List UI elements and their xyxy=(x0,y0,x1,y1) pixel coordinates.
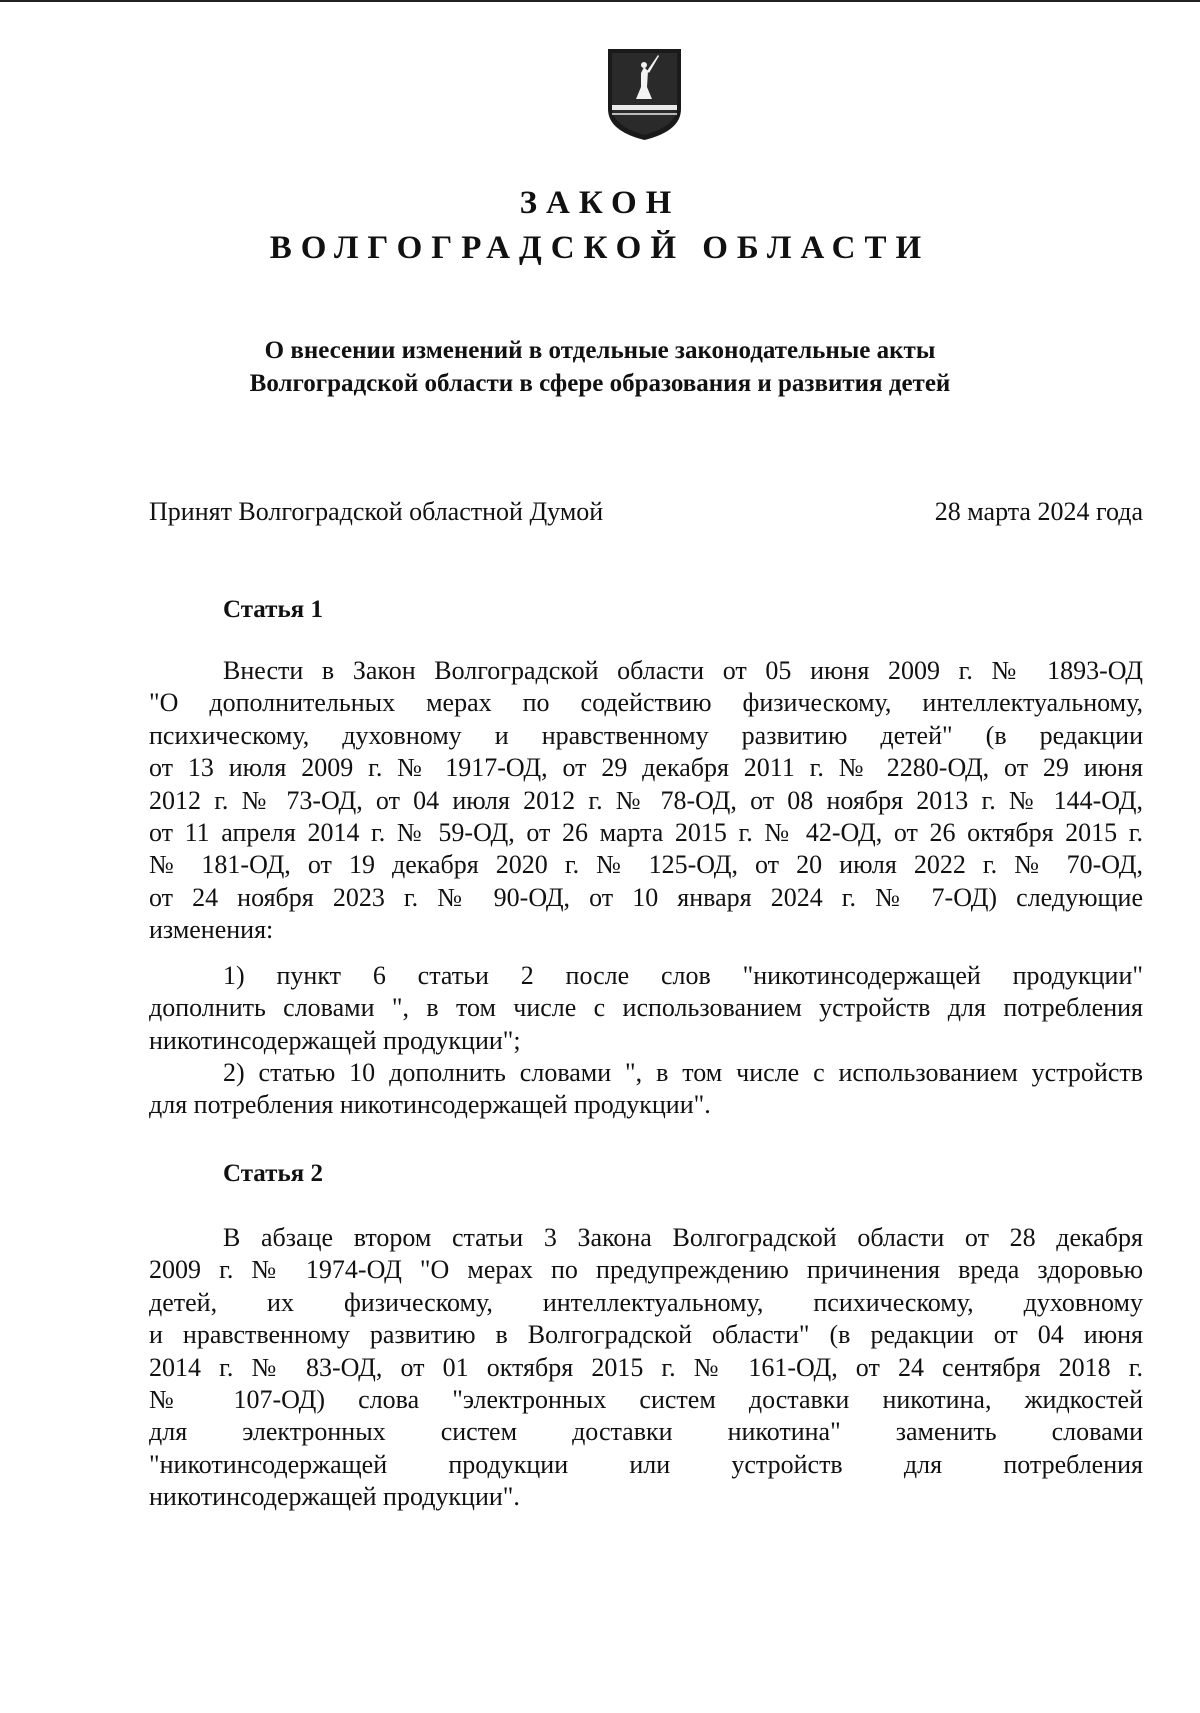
text-line: от 24 ноября 2023 г. № 90-ОД, от 10 января 2024 г. № 7-ОД) следующие xyxy=(149,882,1143,912)
adopted-date: 28 марта 2024 года xyxy=(934,497,1143,526)
text-line: № 107-ОД) слова "электронных систем доставки никотина, жидкостей xyxy=(149,1385,1143,1415)
text-line: для электронных систем доставки никотина" заменить словами xyxy=(149,1417,1143,1447)
text-line: 2014 г. № 83-ОД, от 01 октября 2015 г. № 161-ОД, от 24 сентября 2018 г. xyxy=(149,1352,1143,1382)
text-line: никотинсодержащей продукции"; xyxy=(149,1025,521,1055)
text-line: В абзаце втором статьи 3 Закона Волгоградской области от 28 декабря xyxy=(223,1223,1143,1252)
text-line: для потребления никотинсодержащей продукции". xyxy=(149,1090,711,1120)
text-line: и нравственному развитию в Волгоградской области" (в редакции от 04 июня xyxy=(149,1320,1143,1350)
article-2-heading: Статья 2 xyxy=(223,1160,323,1187)
scan-edge xyxy=(0,0,1200,2)
text-line: детей, их физическому, интеллектуальному, психическому, духовному xyxy=(149,1287,1143,1317)
text-line: никотинсодержащей продукции". xyxy=(149,1482,520,1512)
text-line: "никотинсодержащей продукции или устройств для потребления xyxy=(149,1449,1143,1479)
text-line: "О дополнительных мерах по содействию физическому, интеллектуальному, xyxy=(149,688,1143,718)
text-line: от 13 июля 2009 г. № 1917-ОД, от 29 декабря 2011 г. № 2280-ОД, от 29 июня xyxy=(149,753,1143,783)
article-2-body xyxy=(149,1222,1143,1514)
text-line: Внести в Закон Волгоградской области от 05 июня 2009 г. № 1893-ОД xyxy=(223,656,1143,685)
law-title: ЗАКОН xyxy=(519,185,681,221)
text-line: 2009 г. № 1974-ОД "О мерах по предупреждению причинения вреда здоровью xyxy=(149,1255,1143,1285)
coat-of-arms-icon xyxy=(606,47,683,142)
law-region: ВОЛГОГРАДСКОЙ ОБЛАСТИ xyxy=(269,230,931,266)
text-line: от 11 апреля 2014 г. № 59-ОД, от 26 марта 2015 г. № 42-ОД, от 26 октября 2015 г. xyxy=(149,818,1143,848)
text-line: психическому, духовному и нравственному развитию детей" (в редакции xyxy=(149,720,1143,750)
law-subtitle-line-1: О внесении изменений в отдельные законодательные акты xyxy=(264,337,936,364)
law-subtitle-line-2: Волгоградской области в сфере образования и развития детей xyxy=(249,370,951,397)
article-1-item-2 xyxy=(149,1057,1143,1122)
article-1-heading: Статья 1 xyxy=(223,596,323,623)
text-line: 2) статью 10 дополнить словами ", в том числе с использованием устройств xyxy=(223,1058,1143,1087)
text-line: № 181-ОД, от 19 декабря 2020 г. № 125-ОД, от 20 июля 2022 г. № 70-ОД, xyxy=(149,850,1143,880)
article-1-body xyxy=(149,655,1143,947)
adopted-by: Принят Волгоградской областной Думой xyxy=(149,497,604,526)
text-line: 2012 г. № 73-ОД, от 04 июля 2012 г. № 78-ОД, от 08 ноября 2013 г. № 144-ОД, xyxy=(149,785,1143,815)
text-line: изменения: xyxy=(149,915,274,945)
text-line: дополнить словами ", в том числе с использованием устройств для потребления xyxy=(149,993,1143,1023)
article-1-item-1 xyxy=(149,960,1143,1057)
text-line: 1) пункт 6 статьи 2 после слов "никотинсодержащей продукции" xyxy=(223,961,1143,990)
